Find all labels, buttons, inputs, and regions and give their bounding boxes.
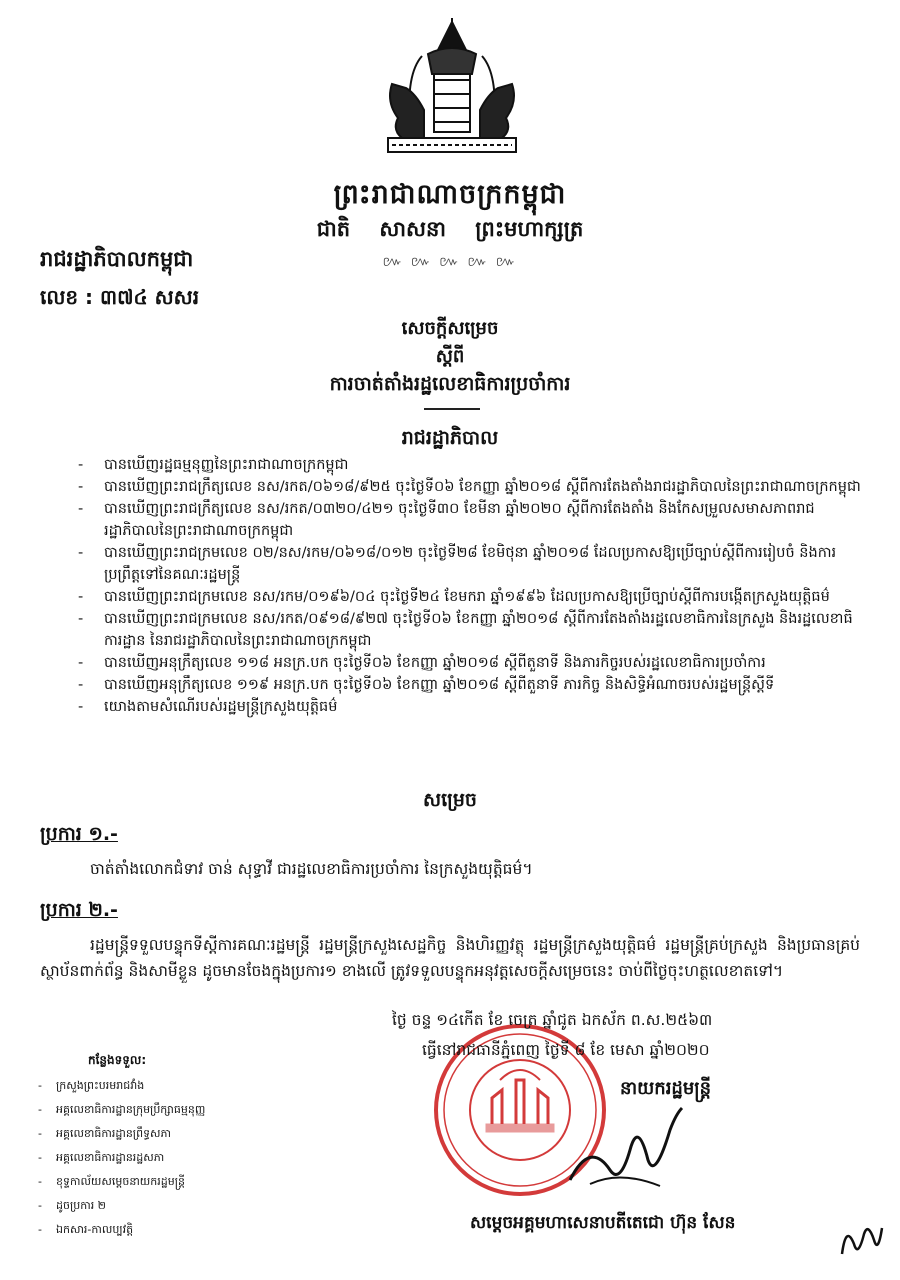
decision-subject: ការចាត់តាំងរដ្ឋលេខាធិការប្រចាំការ xyxy=(329,373,571,395)
document-number: លេខ : ៣៧៤ សសរ xyxy=(40,285,200,309)
article-1-label: ប្រការ ១.- xyxy=(40,823,118,845)
consideration-item: - បានឃើញអនុក្រឹត្យលេខ ១១៩ អនក្រ.បក ចុះថ្ងៃទី០៦ ខែកញ្ញា ឆ្នាំ២០១៨ ស្ដីពីតួនាទី ភារកិច្ច និងសិទ្ធិអំណាចរបស់រដ្ឋមន្ត្រីស្ដីទី xyxy=(76,674,866,696)
issuing-government: រាជរដ្ឋាភិបាលកម្ពុជា xyxy=(40,247,194,271)
consideration-item: - បានឃើញព្រះរាជក្រមលេខ នស/រកម/០១៩៦/០៤ ចុះថ្ងៃទី២៤ ខែមករា ឆ្នាំ១៩៩៦ ដែលប្រកាសឱ្យប្រើច្បាប់ស្ដីពីការបង្កើតក្រសួងយុត្តិធម៌ xyxy=(76,586,866,608)
recipient-item: - អគ្គលេខាធិការដ្ឋានព្រឹទ្ធសភា xyxy=(36,1122,296,1146)
recipient-item: - ក្រសួងព្រះបរមរាជវាំង xyxy=(36,1074,296,1098)
article-1-text: ចាត់តាំងលោកជំទាវ ចាន់ សុទ្ធាវី ជារដ្ឋលេខាធិការប្រចាំការ នៃក្រសួងយុត្តិធម៌។ xyxy=(90,860,533,878)
signature xyxy=(560,1100,690,1190)
decision-title: សេចក្ដីសម្រេច xyxy=(401,318,499,339)
decides-heading: សម្រេច xyxy=(423,789,477,811)
consideration-item: - បានឃើញព្រះរាជក្រឹត្យលេខ នស/រកត/០៦១៨/៩២៥ ចុះថ្ងៃទី០៦ ខែកញ្ញា ឆ្នាំ២០១៨ ស្ដីពីការតែងតាំងរាជរដ្ឋាភិបាលនៃព្រះរាជាណាចក្រកម្ពុជា xyxy=(76,476,866,498)
lunar-date: ថ្ងៃ ចន្ទ ១៤កើត ខែ ចេត្រ ឆ្នាំជូត ឯកស័ក ព.ស.២៥៦៣ xyxy=(392,1011,713,1029)
recipients-list xyxy=(36,1074,296,1242)
initials-mark xyxy=(836,1214,886,1264)
recipient-item: - ខុទ្ទកាល័យសម្ដេចនាយករដ្ឋមន្ត្រី xyxy=(36,1170,296,1194)
considerations-list xyxy=(76,454,866,718)
recipient-item: - អគ្គលេខាធិការដ្ឋានក្រុមប្រឹក្សាធម្មនុញ្ញ xyxy=(36,1098,296,1122)
consideration-item: - បានឃើញរដ្ឋធម្មនុញ្ញនៃព្រះរាជាណាចក្រកម្ពុជា xyxy=(76,454,866,476)
kingdom-title: ព្រះរាជាណាចក្រកម្ពុជា xyxy=(333,179,567,210)
article-2-text: រដ្ឋមន្ត្រីទទួលបន្ទុកទីស្ដីការគណៈរដ្ឋមន្ត្រី រដ្ឋមន្ត្រីក្រសួងសេដ្ឋកិច្ច និងហិរញ្ញវត្ថុ រដ្ឋមន្ត្រីក្រសួងយុត្តិធម៌ រដ្ឋមន្ត្រីគ្រប់ក្រសួង និងប្រធានគ្រប់ស្ថាប័នពាក់ព័ន្ធ និងសាមីខ្លួន ដូចមានចែងក្នុងប្រការ១ ខាងលើ ត្រូវទទួលបន្ទុកអនុវត្តសេចក្ដីសម្រេចនេះ ចាប់ពីថ្ងៃចុះហត្ថលេខាតទៅ។ xyxy=(40,936,860,980)
signatory-name: សម្ដេចអគ្គមហាសេនាបតីតេជោ ហ៊ុន សែន xyxy=(470,1213,736,1233)
consideration-item: - បានឃើញអនុក្រឹត្យលេខ ១១៨ អនក្រ.បក ចុះថ្ងៃទី០៦ ខែកញ្ញា ឆ្នាំ២០១៨ ស្ដីពីតួនាទី និងភារកិច្ចរបស់រដ្ឋលេខាធិការប្រចាំការ xyxy=(76,652,866,674)
signatory-title: នាយករដ្ឋមន្ត្រី xyxy=(620,1078,712,1099)
issue-date: ធ្វើនៅរាជធានីភ្នំពេញ ថ្ងៃទី ៨ ខែ មេសា ឆ្នាំ២០២០ xyxy=(422,1041,710,1059)
consideration-item: - បានឃើញព្រះរាជក្រមលេខ ០២/នស/រកម/០៦១៨/០១២ ចុះថ្ងៃទី២៨ ខែមិថុនា ឆ្នាំ២០១៨ ដែលប្រកាសឱ្យប្រើច្បាប់ស្ដីពីការរៀបចំ និងការប្រព្រឹត្តទៅនៃគណៈរដ្ឋមន្ត្រី xyxy=(76,542,866,586)
recipient-item: - ឯកសារ-កាលប្បវត្តិ xyxy=(36,1218,296,1242)
consideration-item: - បានឃើញព្រះរាជក្រឹត្យលេខ នស/រកត/០៣២០/៤២១ ចុះថ្ងៃទី៣០ ខែមីនា ឆ្នាំ២០២០ ស្ដីពីការតែងតាំង និងកែសម្រួលសមាសភាពរាជរដ្ឋាភិបាលនៃព្រះរាជាណាចក្រកម្ពុជា xyxy=(76,498,866,542)
recipient-item: - ដូចប្រការ ២ xyxy=(36,1194,296,1218)
ornament: ៚ ៚ ៚ ៚ ៚ xyxy=(382,254,518,270)
divider xyxy=(424,408,480,410)
recipient-item: - អគ្គលេខាធិការដ្ឋានរដ្ឋសភា xyxy=(36,1146,296,1170)
royal-arms-emblem xyxy=(372,14,532,164)
consideration-item: - បានឃើញព្រះរាជក្រមលេខ នស/រកត/០៩១៨/៩២៧ ចុះថ្ងៃទី០៦ ខែកញ្ញា ឆ្នាំ២០១៨ ស្ដីពីការតែងតាំងរដ្ឋលេខាធិការនៃក្រសួង និងរដ្ឋលេខាធិការដ្ឋាន នៃរាជរដ្ឋាភិបាលនៃព្រះរាជាណាចក្រកម្ពុជា xyxy=(76,608,866,652)
government-heading: រាជរដ្ឋាភិបាល xyxy=(401,427,499,449)
recipients-title: កន្លែងទទួល: xyxy=(88,1053,147,1067)
consideration-item: - យោងតាមសំណើរបស់រដ្ឋមន្ត្រីក្រសួងយុត្តិធម៌ xyxy=(76,696,866,718)
national-motto: ជាតិ សាសនា ព្រះមហាក្សត្រ xyxy=(316,217,584,241)
decision-about: ស្ដីពី xyxy=(435,346,465,367)
article-2-label: ប្រការ ២.- xyxy=(40,899,118,921)
